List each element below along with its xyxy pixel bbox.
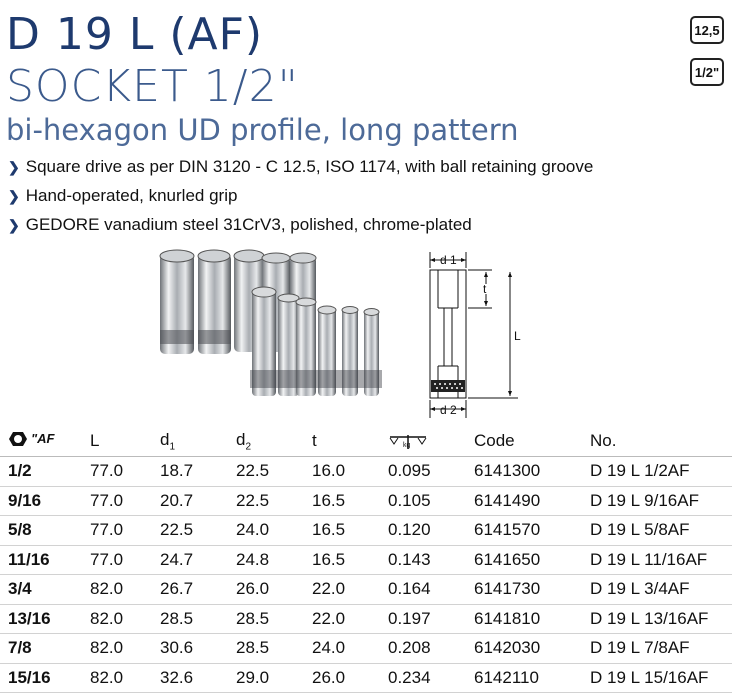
header-d2: $d_2$ bbox=[228, 426, 304, 457]
table-cell: 26.0 bbox=[304, 663, 380, 693]
table-row bbox=[0, 457, 732, 487]
header-t: t bbox=[304, 426, 380, 457]
table-cell: 9/16 bbox=[0, 486, 82, 516]
bi-hexagon-icon bbox=[8, 431, 28, 447]
table-cell: 16.0 bbox=[304, 457, 380, 487]
table-cell: 82.0 bbox=[82, 575, 152, 605]
table-cell: 82.0 bbox=[82, 634, 152, 664]
t-label: t bbox=[483, 282, 487, 296]
table-cell: 26.7 bbox=[152, 575, 228, 605]
product-title: D 19 L (AF) bbox=[6, 9, 264, 60]
table-cell: 28.5 bbox=[228, 604, 304, 634]
chevron-right-icon: ❯ bbox=[8, 217, 20, 233]
table-cell: 6141300 bbox=[466, 457, 582, 487]
table-cell: 0.143 bbox=[380, 545, 466, 575]
table-cell: 77.0 bbox=[82, 457, 152, 487]
table-cell: 22.0 bbox=[304, 575, 380, 605]
d2-label: d 2 bbox=[440, 403, 457, 417]
table-cell: 0.120 bbox=[380, 516, 466, 546]
table-row bbox=[0, 486, 732, 516]
header-no: No. bbox=[582, 426, 732, 457]
table-cell: D 19 L 7/8AF bbox=[582, 634, 732, 664]
table-cell: 5/8 bbox=[0, 516, 82, 546]
table-cell: 16.5 bbox=[304, 545, 380, 575]
table-cell: 26.0 bbox=[228, 575, 304, 605]
table-cell: 82.0 bbox=[82, 604, 152, 634]
table-cell: 77.0 bbox=[82, 545, 152, 575]
table-cell: 0.234 bbox=[380, 663, 466, 693]
table-cell: 6141490 bbox=[466, 486, 582, 516]
product-subtitle: SOCKET 1/2" bbox=[6, 61, 299, 112]
table-row bbox=[0, 545, 732, 575]
table-cell: 77.0 bbox=[82, 516, 152, 546]
table-cell: 6141650 bbox=[466, 545, 582, 575]
table-cell: 28.5 bbox=[152, 604, 228, 634]
feature-item: ❯ GEDORE vanadium steel 31CrV3, polished, chrome-plated bbox=[8, 215, 472, 234]
chevron-right-icon: ❯ bbox=[8, 188, 20, 204]
table-cell: 3/4 bbox=[0, 575, 82, 605]
table-cell: 11/16 bbox=[0, 545, 82, 575]
table-cell: 6141810 bbox=[466, 604, 582, 634]
table-cell: D 19 L 9/16AF bbox=[582, 486, 732, 516]
table-row bbox=[0, 663, 732, 693]
specification-table bbox=[0, 426, 732, 693]
header-af: "AF bbox=[0, 426, 82, 457]
table-cell: 0.164 bbox=[380, 575, 466, 605]
table-cell: 7/8 bbox=[0, 634, 82, 664]
table-cell: 0.095 bbox=[380, 457, 466, 487]
table-header-row bbox=[0, 426, 732, 457]
chevron-right-icon: ❯ bbox=[8, 159, 20, 175]
table-cell: 22.0 bbox=[304, 604, 380, 634]
table-cell: 6141570 bbox=[466, 516, 582, 546]
table-cell: 18.7 bbox=[152, 457, 228, 487]
feature-list bbox=[8, 152, 593, 239]
dimension-diagram bbox=[410, 248, 530, 420]
table-cell: 29.0 bbox=[228, 663, 304, 693]
feature-item: ❯ Hand-operated, knurled grip bbox=[8, 186, 238, 205]
knurled-grip bbox=[431, 380, 465, 392]
table-cell: D 19 L 5/8AF bbox=[582, 516, 732, 546]
table-cell: 20.7 bbox=[152, 486, 228, 516]
table-cell: 6142030 bbox=[466, 634, 582, 664]
table-cell: 6142110 bbox=[466, 663, 582, 693]
table-cell: 0.197 bbox=[380, 604, 466, 634]
table-cell: 24.8 bbox=[228, 545, 304, 575]
table-cell: 24.7 bbox=[152, 545, 228, 575]
header-code: Code bbox=[466, 426, 582, 457]
product-description: bi-hexagon UD profile, long pattern bbox=[6, 113, 519, 147]
table-cell: 0.105 bbox=[380, 486, 466, 516]
drive-inch-badge: 1/2" bbox=[690, 58, 724, 86]
header-d1: $d_1$ bbox=[152, 426, 228, 457]
table-cell: 1/2 bbox=[0, 457, 82, 487]
table-cell: 28.5 bbox=[228, 634, 304, 664]
table-cell: 13/16 bbox=[0, 604, 82, 634]
scale-weight-icon bbox=[388, 433, 428, 451]
table-cell: 16.5 bbox=[304, 516, 380, 546]
table-row bbox=[0, 575, 732, 605]
table-cell: 24.0 bbox=[304, 634, 380, 664]
table-cell: 30.6 bbox=[152, 634, 228, 664]
feature-item: ❯ Square drive as per DIN 3120 - C 12.5, ISO 1174, with ball retaining groove bbox=[8, 157, 594, 176]
socket-set-photo bbox=[158, 246, 398, 416]
table-row bbox=[0, 634, 732, 664]
table-cell: D 19 L 1/2AF bbox=[582, 457, 732, 487]
header-weight bbox=[380, 426, 466, 457]
table-cell: 82.0 bbox=[82, 663, 152, 693]
d1-label: d 1 bbox=[440, 253, 457, 267]
table-cell: 22.5 bbox=[228, 457, 304, 487]
table-cell: 32.6 bbox=[152, 663, 228, 693]
table-cell: 16.5 bbox=[304, 486, 380, 516]
table-cell: 22.5 bbox=[152, 516, 228, 546]
table-row bbox=[0, 516, 732, 546]
table-cell: 0.208 bbox=[380, 634, 466, 664]
svg-text:kg: kg bbox=[403, 441, 411, 449]
table-cell: 6141730 bbox=[466, 575, 582, 605]
table-cell: 77.0 bbox=[82, 486, 152, 516]
table-cell: 15/16 bbox=[0, 663, 82, 693]
table-cell: 24.0 bbox=[228, 516, 304, 546]
table-body bbox=[0, 457, 732, 693]
L-label: L bbox=[514, 329, 521, 343]
socket-front-row bbox=[250, 287, 382, 396]
table-cell: D 19 L 13/16AF bbox=[582, 604, 732, 634]
header-L: L bbox=[82, 426, 152, 457]
table-row bbox=[0, 604, 732, 634]
table-cell: 22.5 bbox=[228, 486, 304, 516]
table-cell: D 19 L 3/4AF bbox=[582, 575, 732, 605]
table-cell: D 19 L 11/16AF bbox=[582, 545, 732, 575]
drive-size-badge: 12,5 bbox=[690, 16, 724, 44]
table-cell: D 19 L 15/16AF bbox=[582, 663, 732, 693]
